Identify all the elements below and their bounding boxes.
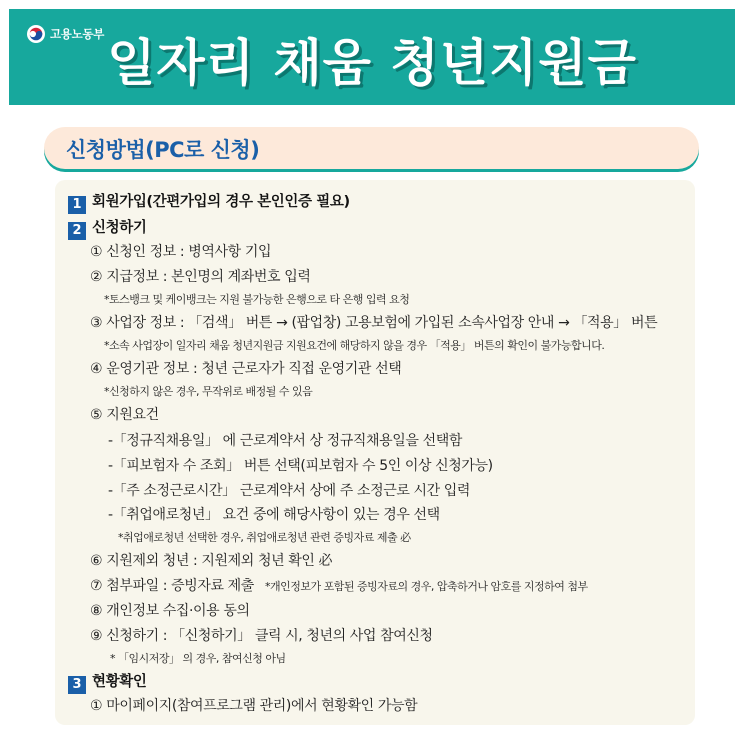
list-item: ⑧ 개인정보 수집·이용 동의: [90, 603, 250, 619]
list-item: ① 신청인 정보 : 병역사항 기입: [90, 244, 272, 260]
sub-item: -「피보험자 수 조회」 버튼 선택(피보험자 수 5인 이상 신청가능): [108, 458, 493, 474]
step-number-badge: 1: [68, 196, 86, 214]
step-number-badge: 3: [68, 676, 86, 694]
note-text: *개인정보가 포함된 증빙자료의 경우, 압축하거나 암호를 지정하여 첨부: [265, 580, 588, 593]
page-title: 일자리 채움 청년지원금: [107, 34, 637, 92]
note-text: *취업애로청년 선택한 경우, 취업애로청년 관련 증빙자료 제출 必: [118, 531, 411, 544]
section-heading: [44, 127, 699, 169]
list-item: ⑥ 지원제외 청년 : 지원제외 청년 확인 必: [90, 553, 333, 569]
list-item: [90, 575, 588, 595]
note-text: *토스뱅크 및 케이뱅크는 지원 불가능한 은행으로 타 은행 입력 요청: [104, 293, 410, 306]
sub-item: -「정규직채용일」 에 근로계약서 상 정규직채용일을 선택함: [108, 433, 462, 449]
step-3: [68, 670, 146, 694]
item-text: ⑦ 첨부파일 : 증빙자료 제출: [90, 578, 254, 594]
step-number-badge: 2: [68, 222, 86, 240]
sub-item: -「주 소정근로시간」 근로계약서 상에 주 소정근로 시간 입력: [108, 483, 471, 499]
ministry-name: 고용노동부: [50, 27, 105, 41]
sub-item: -「취업애로청년」 요건 중에 해당사항이 있는 경우 선택: [108, 507, 440, 523]
step-title: 회원가입(간편가입의 경우 본인인증 필요): [92, 194, 350, 210]
list-item: ④ 운영기관 정보 : 청년 근로자가 직접 운영기관 선택: [90, 361, 402, 377]
step-title: 신청하기: [92, 220, 147, 236]
list-item: ⑤ 지원요건: [90, 407, 159, 423]
section-title: 신청방법(PC로 신청): [66, 138, 260, 162]
note-text: * 「임시저장」 의 경우, 참여신청 아님: [110, 652, 286, 665]
note-text: *신청하지 않은 경우, 무작위로 배정될 수 있음: [104, 385, 313, 398]
step-title: 현황확인: [92, 674, 147, 690]
list-item: ③ 사업장 정보 : 「검색」 버튼 → (팝업창) 고용보험에 가입된 소속사업장 안내 → 「적용」 버튼: [90, 315, 658, 331]
step-1: [68, 190, 350, 214]
header-banner: [9, 9, 735, 105]
note-text: *소속 사업장이 일자리 채움 청년지원금 지원요건에 해당하지 않을 경우 「적용」 버튼의 확인이 불가능합니다.: [104, 339, 605, 352]
list-item: ② 지급정보 : 본인명의 계좌번호 입력: [90, 269, 311, 285]
list-item: ⑨ 신청하기 : 「신청하기」 클릭 시, 청년의 사업 참여신청: [90, 628, 433, 644]
step-2: [68, 216, 146, 240]
list-item: ① 마이페이지(참여프로그램 관리)에서 현황확인 가능함: [90, 698, 418, 714]
